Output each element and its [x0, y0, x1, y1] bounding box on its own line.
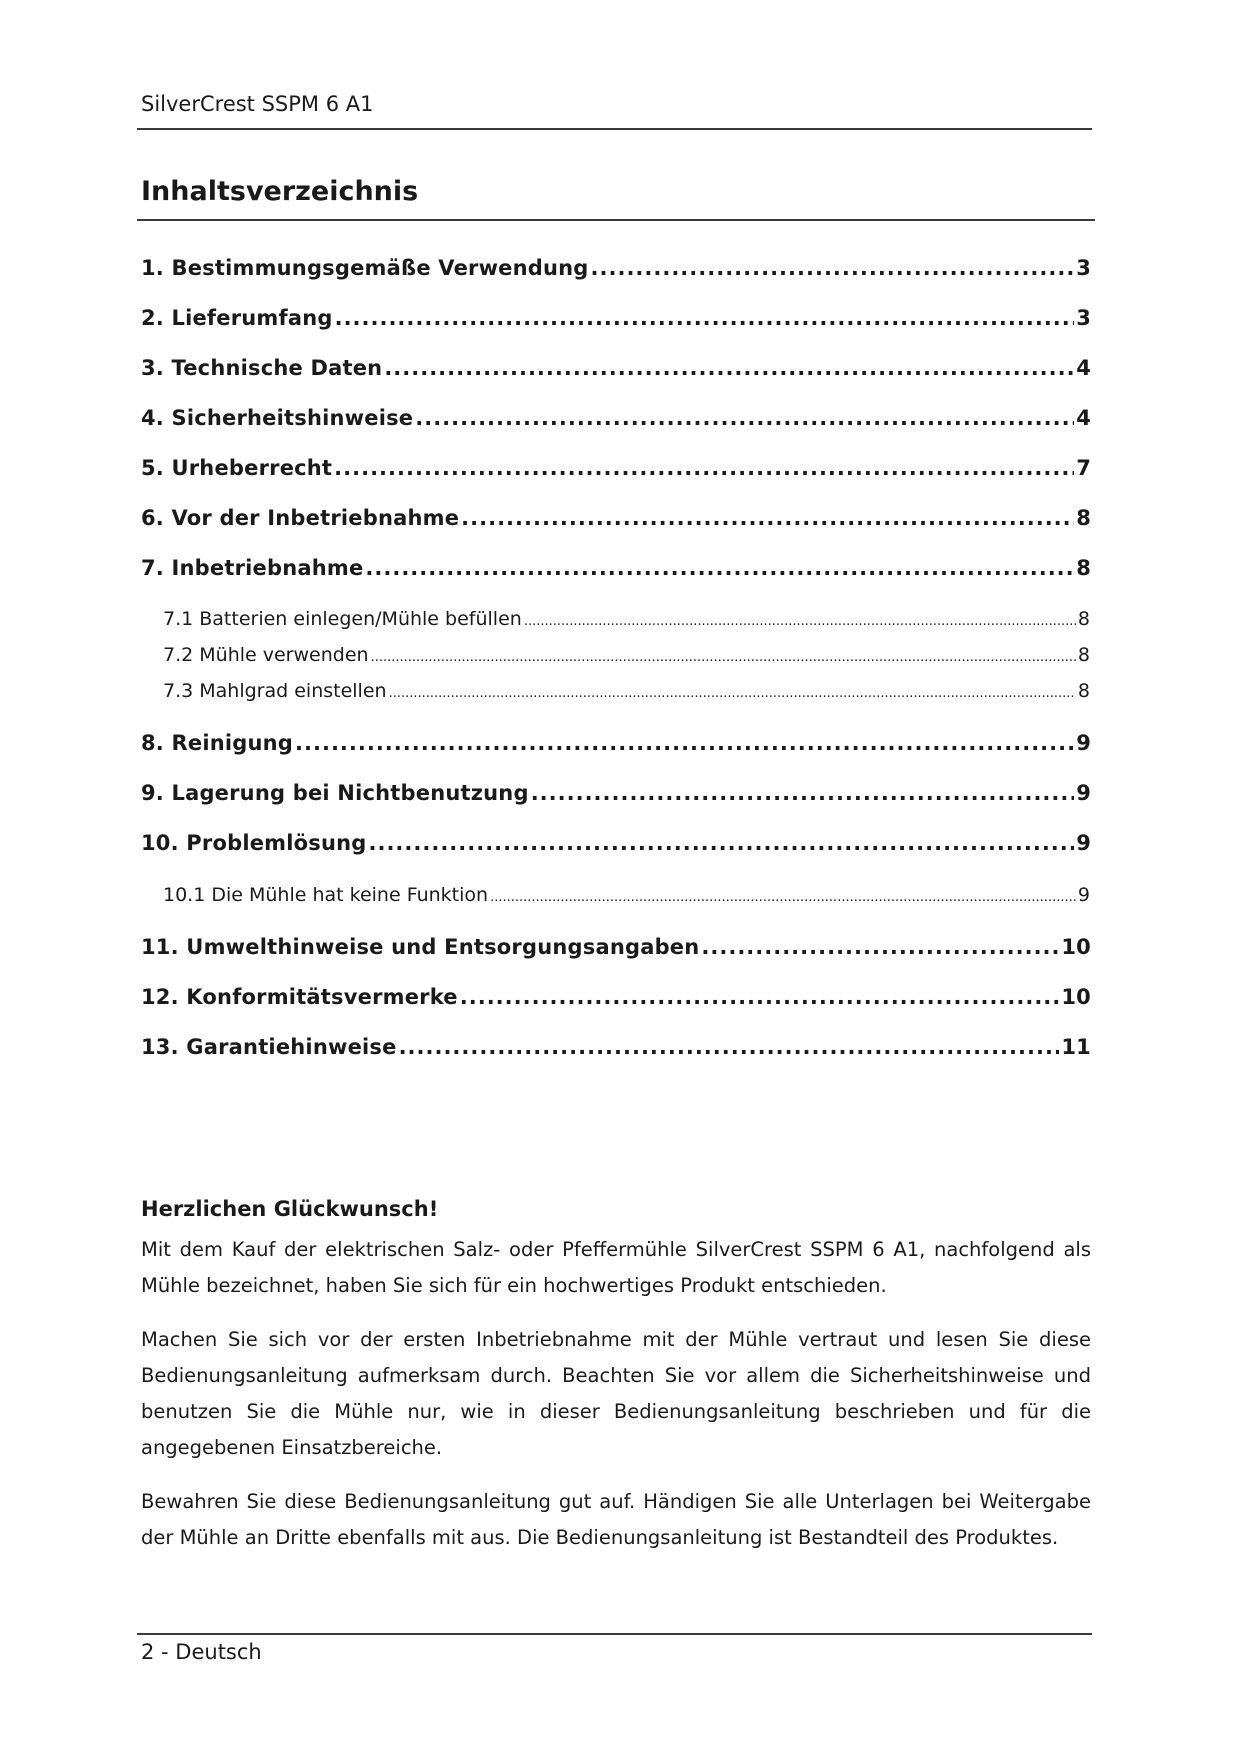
toc-entry-page: 8 — [1077, 680, 1090, 702]
toc-entry-label: 10.1 Die Mühle hat keine Funktion — [163, 884, 489, 906]
toc-entry-page: 9 — [1076, 831, 1091, 855]
footer-page-label: 2 - Deutsch — [141, 1640, 262, 1664]
toc-entry-label: 8. Reinigung — [141, 731, 294, 755]
toc-entry-label: 2. Lieferumfang — [141, 306, 333, 330]
toc-subentry[interactable] — [163, 680, 1090, 702]
toc-entry[interactable] — [141, 506, 1091, 530]
toc-leader-dots — [365, 556, 1074, 580]
toc-heading: Inhaltsverzeichnis — [141, 176, 419, 207]
toc-leader-dots — [399, 1035, 1060, 1059]
toc-subentry[interactable] — [163, 608, 1090, 630]
toc-leader-dots — [389, 680, 1076, 702]
toc-leader-dots — [335, 306, 1075, 330]
toc-entry-page: 3 — [1076, 256, 1091, 280]
intro-paragraph: Mit dem Kauf der elektrischen Salz- oder Pfeffermühle SilverCrest SSPM 6 A1, nachfolgend als Mühle bezeichnet, haben Sie sich für ein hochwertiges Produkt entschieden. — [141, 1238, 1091, 1297]
toc-leader-dots — [369, 831, 1075, 855]
toc-entry[interactable] — [141, 306, 1091, 330]
toc-entry-page: 10 — [1061, 935, 1091, 959]
toc-entry[interactable] — [141, 406, 1091, 430]
toc-entry-label: 7. Inbetriebnahme — [141, 556, 364, 580]
toc-entry-label: 10. Problemlösung — [141, 831, 367, 855]
toc-leader-dots — [591, 256, 1075, 280]
toc-entry[interactable] — [141, 456, 1091, 480]
toc-entry-page: 9 — [1076, 781, 1091, 805]
toc-subentry[interactable] — [163, 884, 1090, 906]
toc-leader-dots — [701, 935, 1059, 959]
toc-entry-label: 7.3 Mahlgrad einstellen — [163, 680, 387, 702]
toc-entry-label: 3. Technische Daten — [141, 356, 383, 380]
toc-entry-page: 9 — [1077, 884, 1090, 906]
footer-divider — [137, 1633, 1092, 1635]
toc-entry-page: 10 — [1061, 985, 1091, 1009]
toc-leader-dots — [295, 731, 1074, 755]
toc-leader-dots — [490, 884, 1076, 906]
toc-heading-divider — [137, 219, 1095, 221]
toc-entry-label: 7.2 Mühle verwenden — [163, 644, 369, 666]
toc-entry-label: 4. Sicherheitshinweise — [141, 406, 414, 430]
toc-leader-dots — [460, 985, 1060, 1009]
toc-entry-page: 8 — [1077, 608, 1090, 630]
toc-entry-label: 11. Umwelthinweise und Entsorgungsangaben — [141, 935, 700, 959]
header-divider — [137, 128, 1092, 130]
toc-entry-page: 4 — [1076, 356, 1091, 380]
toc-entry[interactable] — [141, 831, 1091, 855]
toc-entry[interactable] — [141, 731, 1091, 755]
toc-entry-label: 9. Lagerung bei Nichtbenutzung — [141, 781, 529, 805]
toc-entry-label: 5. Urheberrecht — [141, 456, 333, 480]
toc-entry-label: 7.1 Batterien einlegen/Mühle befüllen — [163, 608, 522, 630]
toc-entry[interactable] — [141, 781, 1091, 805]
header-title: SilverCrest SSPM 6 A1 — [141, 92, 374, 116]
toc-entry[interactable] — [141, 556, 1091, 580]
intro-paragraph: Machen Sie sich vor der ersten Inbetriebnahme mit der Mühle vertraut und lesen Sie diese Bedienungsanleitung aufmerksam durch. Beachten Sie vor allem die Sicherheitshinweise und benutzen Sie die Mühle nur, wie in dieser Bedienungsanleitung beschrieben und für die angegebenen Einsatzbereiche. — [141, 1328, 1091, 1459]
toc-entry-page: 8 — [1076, 506, 1091, 530]
toc-leader-dots — [531, 781, 1074, 805]
toc-entry[interactable] — [141, 256, 1091, 280]
toc-leader-dots — [371, 644, 1076, 666]
toc-leader-dots — [415, 406, 1074, 430]
toc-entry-label: 1. Bestimmungsgemäße Verwendung — [141, 256, 589, 280]
toc-leader-dots — [334, 456, 1074, 480]
toc-entry-page: 9 — [1076, 731, 1091, 755]
toc-leader-dots — [384, 356, 1074, 380]
toc-entry[interactable] — [141, 985, 1091, 1009]
toc-leader-dots — [461, 506, 1074, 530]
toc-subentry[interactable] — [163, 644, 1090, 666]
toc-entry[interactable] — [141, 935, 1091, 959]
toc-entry-page: 4 — [1076, 406, 1091, 430]
toc-entry-page: 11 — [1061, 1035, 1091, 1059]
toc-entry-label: 6. Vor der Inbetriebnahme — [141, 506, 460, 530]
toc-entry-page: 8 — [1076, 556, 1091, 580]
toc-entry-page: 7 — [1076, 456, 1091, 480]
toc-entry-label: 12. Konformitätsvermerke — [141, 985, 458, 1009]
toc-entry-page: 8 — [1077, 644, 1090, 666]
toc-leader-dots — [524, 608, 1076, 630]
toc-entry[interactable] — [141, 356, 1091, 380]
toc-entry-label: 13. Garantiehinweise — [141, 1035, 397, 1059]
toc-entry[interactable] — [141, 1035, 1091, 1059]
intro-heading: Herzlichen Glückwunsch! — [141, 1197, 439, 1221]
toc-entry-page: 3 — [1076, 306, 1091, 330]
intro-paragraph: Bewahren Sie diese Bedienungsanleitung gut auf. Händigen Sie alle Unterlagen bei Weitergabe der Mühle an Dritte ebenfalls mit aus. Die Bedienungsanleitung ist Bestandteil des Produktes. — [141, 1490, 1091, 1549]
